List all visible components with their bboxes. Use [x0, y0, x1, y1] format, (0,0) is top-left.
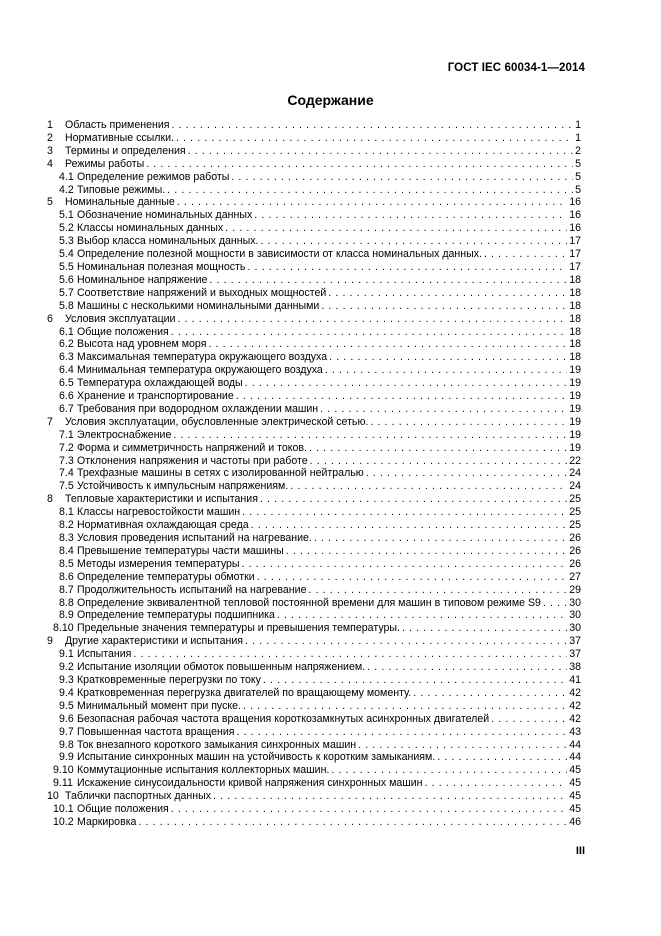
toc-entry-number: 8.2	[59, 519, 74, 532]
toc-entry-number: 6.1	[59, 325, 74, 338]
toc-entry-number: 9.1	[59, 648, 74, 661]
toc-entry[interactable]	[47, 326, 581, 339]
toc-entry-page: 26	[569, 532, 581, 544]
toc-entry[interactable]	[47, 687, 581, 700]
toc-entry-page: 18	[569, 273, 581, 286]
toc-entry-title: Общие положения	[77, 325, 169, 338]
toc-entry[interactable]	[47, 713, 581, 726]
toc-entry[interactable]	[47, 300, 581, 313]
toc-leader-dots	[260, 235, 567, 248]
toc-leader-dots	[260, 493, 567, 506]
toc-entry-title: Определение эквивалентной тепловой постоянной времени для машин в типовом режиме S9	[77, 596, 541, 609]
toc-entry-title: Маркировка	[77, 815, 137, 828]
toc-entry-page: 26	[569, 544, 581, 557]
toc-entry-title: Испытание синхронных машин на устойчивость к коротким замыканиям.	[77, 751, 436, 764]
toc-entry[interactable]	[47, 351, 581, 364]
toc-entry-page: 25	[569, 519, 581, 532]
toc-entry-number: 6.7	[59, 402, 74, 415]
toc-entry-number: 9.3	[59, 673, 74, 686]
toc-entry-title: Определение температуры подшипника	[77, 609, 275, 622]
toc-entry[interactable]	[47, 816, 581, 829]
toc-entry-page: 22	[569, 454, 581, 467]
toc-entry-number: 9.9	[59, 751, 74, 764]
toc-entry-title: Режимы работы	[65, 157, 145, 170]
toc-entry-page: 27	[569, 570, 581, 583]
toc-entry-number: 4.1	[59, 170, 74, 183]
toc-entry-number: 8.8	[59, 596, 74, 609]
toc-leader-dots	[236, 726, 567, 739]
toc-entry-title: Условия эксплуатации	[65, 312, 176, 325]
toc-entry[interactable]	[47, 132, 581, 145]
toc-entry-number: 7	[47, 415, 53, 428]
toc-leader-dots	[231, 171, 573, 184]
toc-entry-number: 10	[47, 790, 59, 803]
toc-entry-number: 7.4	[59, 467, 74, 480]
toc-entry[interactable]	[47, 506, 581, 519]
toc-leader-dots	[491, 713, 567, 726]
toc-entry-number: 6.3	[59, 351, 74, 364]
toc-leader-dots	[290, 480, 567, 493]
toc-entry-number: 5.7	[59, 286, 74, 299]
toc-entry[interactable]	[47, 390, 581, 403]
toc-leader-dots	[171, 119, 573, 132]
toc-entry-title: Форма и симметричность напряжений и токов.	[77, 441, 307, 454]
toc-entry-number: 5.5	[59, 260, 74, 273]
toc-leader-dots	[247, 261, 567, 274]
toc-leader-dots	[358, 739, 567, 752]
toc-entry-page: 18	[569, 338, 581, 351]
toc-entry-number: 8.1	[59, 506, 74, 519]
toc-leader-dots	[328, 287, 567, 300]
toc-entry-title: Тепловые характеристики и испытания	[65, 493, 258, 506]
toc-entry-title: Нормативные ссылки.	[65, 131, 174, 144]
toc-entry-page: 18	[569, 312, 581, 325]
toc-entry-number: 8.10	[53, 622, 74, 635]
toc-entry[interactable]	[47, 519, 581, 532]
toc-entry-number: 9.7	[59, 725, 74, 738]
toc-leader-dots	[146, 158, 573, 171]
toc-entry-number: 7.2	[59, 441, 74, 454]
toc-entry[interactable]	[47, 480, 581, 493]
toc-leader-dots	[286, 545, 567, 558]
toc-entry[interactable]	[47, 777, 581, 790]
toc-leader-dots	[484, 248, 567, 261]
toc-entry-title: Повышенная частота вращения	[77, 725, 235, 738]
toc-entry-number: 8.7	[59, 583, 74, 596]
toc-entry-page: 5	[575, 157, 581, 170]
toc-entry-number: 6.2	[59, 338, 74, 351]
toc-entry[interactable]	[47, 248, 581, 261]
toc-leader-dots	[366, 467, 567, 480]
toc-entry[interactable]	[47, 726, 581, 739]
toc-entry-number: 9.2	[59, 661, 74, 674]
toc-entry-title: Электроснабжение	[77, 428, 172, 441]
toc-entry-title: Кратковременные перегрузки по току	[77, 673, 261, 686]
toc-entry-page: 37	[569, 648, 581, 661]
toc-entry[interactable]	[47, 171, 581, 184]
toc-entry[interactable]	[47, 145, 581, 158]
toc-entry-page: 16	[569, 196, 581, 209]
toc-entry-page: 26	[569, 557, 581, 570]
toc-entry-page: 42	[569, 699, 581, 712]
toc-entry-title: Область применения	[65, 119, 170, 131]
toc-entry-page: 19	[569, 441, 581, 454]
toc-entry-page: 44	[569, 738, 581, 751]
toc-entry-page: 18	[569, 351, 581, 364]
toc-leader-dots	[208, 338, 567, 351]
toc-entry-title: Классы нагревостойкости машин	[77, 506, 241, 519]
toc-entry-number: 8.6	[59, 570, 74, 583]
toc-leader-dots	[402, 622, 567, 635]
toc-leader-dots	[236, 390, 567, 403]
toc-entry-page: 29	[569, 583, 581, 596]
toc-entry-number: 8.5	[59, 557, 74, 570]
toc-entry-page: 41	[569, 673, 581, 686]
toc-leader-dots	[413, 687, 567, 700]
toc-entry-title: Определение режимов работы	[77, 170, 230, 183]
page-number: III	[575, 845, 585, 857]
toc-entry-number: 8.9	[59, 609, 74, 622]
toc-entry-number: 4	[47, 157, 53, 170]
toc-leader-dots	[314, 532, 567, 545]
toc-entry[interactable]	[47, 235, 581, 248]
toc-entry-title: Номинальная полезная мощность	[77, 260, 246, 273]
toc-entry[interactable]	[47, 119, 581, 132]
toc-entry-page: 18	[569, 299, 581, 312]
toc-entry-number: 7.3	[59, 454, 74, 467]
toc-leader-dots	[321, 300, 567, 313]
toc-entry-number: 5.8	[59, 299, 74, 312]
toc-entry[interactable]	[47, 261, 581, 274]
toc-entry-number: 8.4	[59, 544, 74, 557]
toc-entry-number: 6	[47, 312, 53, 325]
toc-leader-dots	[173, 429, 567, 442]
toc-entry-number: 9.10	[53, 764, 74, 777]
toc-leader-dots	[367, 661, 567, 674]
toc-leader-dots	[310, 455, 568, 468]
toc-entry-page: 30	[569, 609, 581, 622]
toc-entry-title: Номинальные данные	[65, 196, 175, 209]
toc-entry-page: 46	[569, 815, 581, 828]
toc-entry-title: Выбор класса номинальных данных.	[77, 235, 259, 248]
toc-entry-title: Классы номинальных данных	[77, 222, 224, 235]
toc-entry-title: Трехфазные машины в сетях с изолированной нейтралью	[77, 467, 364, 480]
toc-entry-title: Предельные значения температуры и превышения температуры.	[77, 622, 400, 635]
toc-entry-number: 5.2	[59, 222, 74, 235]
toc-entry-title: Методы измерения температуры	[77, 557, 240, 570]
toc-entry[interactable]	[47, 287, 581, 300]
toc-entry-number: 10.1	[53, 803, 74, 816]
toc-entry-number: 5.4	[59, 248, 74, 261]
toc-entry-title: Нормативная охлаждающая среда	[77, 519, 249, 532]
toc-entry-number: 6.5	[59, 377, 74, 390]
toc-leader-dots	[425, 777, 568, 790]
toc-entry-title: Коммутационные испытания коллекторных машин.	[77, 764, 330, 777]
toc-entry-title: Испытание изоляции обмоток повышенным напряжением.	[77, 661, 366, 674]
toc-entry-page: 25	[569, 493, 581, 506]
toc-entry[interactable]	[47, 274, 581, 287]
toc-entry-page: 19	[569, 415, 581, 428]
toc-entry[interactable]	[47, 442, 581, 455]
toc-entry-number: 8.3	[59, 532, 74, 544]
toc-leader-dots	[138, 816, 567, 829]
toc-leader-dots	[176, 132, 573, 145]
toc-entry-page: 37	[569, 635, 581, 648]
toc-entry[interactable]	[47, 532, 581, 545]
toc-entry[interactable]	[47, 674, 581, 687]
toc-entry-title: Условия эксплуатации, обусловленные электрической сетью.	[65, 415, 369, 428]
toc-entry-number: 9.8	[59, 738, 74, 751]
toc-leader-dots	[254, 209, 567, 222]
toc-entry-number: 7.5	[59, 480, 74, 493]
toc-entry[interactable]	[47, 196, 581, 209]
toc-entry-number: 9.6	[59, 712, 74, 725]
toc-leader-dots	[209, 274, 567, 287]
toc-leader-dots	[245, 635, 567, 648]
toc-entry-title: Требования при водородном охлаждении машин	[77, 402, 319, 415]
toc-entry-title: Ток внезапного короткого замыкания синхронных машин	[77, 738, 357, 751]
toc-entry[interactable]	[47, 584, 581, 597]
toc-entry-page: 45	[569, 790, 581, 803]
toc-entry-title: Типовые режимы.	[77, 183, 166, 196]
document-code: ГОСТ IEC 60034-1—2014	[447, 62, 585, 74]
toc-leader-dots	[325, 364, 567, 377]
toc-entry-page: 45	[569, 803, 581, 816]
toc-entry-page: 17	[569, 248, 581, 261]
toc-leader-dots	[177, 196, 567, 209]
toc-entry-page: 16	[569, 222, 581, 235]
toc-entry-number: 3	[47, 144, 53, 157]
toc-entry-title: Другие характеристики и испытания	[65, 635, 244, 648]
toc-entry-number: 10.2	[53, 815, 74, 828]
toc-entry-title: Определение полезной мощности в зависимости от класса номинальных данных.	[77, 248, 482, 261]
toc-leader-dots	[213, 790, 567, 803]
toc-entry-number: 9.4	[59, 686, 74, 699]
toc-leader-dots	[277, 609, 567, 622]
toc-entry-page: 30	[569, 622, 581, 635]
toc-entry-title: Машины с несколькими номинальными данными	[77, 299, 320, 312]
toc-entry-page: 5	[575, 183, 581, 196]
toc-entry-number: 5.6	[59, 273, 74, 286]
toc-entry-number: 9.11	[53, 777, 73, 790]
toc-entry[interactable]	[47, 790, 581, 803]
toc-entry[interactable]	[47, 209, 581, 222]
page-title: Содержание	[287, 92, 374, 108]
toc-leader-dots	[331, 764, 567, 777]
toc-entry[interactable]	[47, 700, 581, 713]
toc-leader-dots	[167, 184, 573, 197]
toc-entry-title: Условия проведения испытаний на нагревание.	[77, 532, 312, 544]
table-of-contents	[47, 119, 581, 829]
toc-entry-number: 9	[47, 635, 53, 648]
toc-entry-title: Испытания	[77, 648, 132, 661]
toc-entry[interactable]	[47, 803, 581, 816]
toc-entry-page: 43	[569, 725, 581, 738]
toc-leader-dots	[309, 442, 567, 455]
toc-entry-title: Номинальное напряжение	[77, 273, 208, 286]
toc-entry-number: 5.3	[59, 235, 74, 248]
toc-entry-number: 9.5	[59, 699, 74, 712]
toc-entry-title: Продолжительность испытаний на нагревание	[77, 583, 307, 596]
toc-entry-page: 45	[569, 764, 581, 777]
toc-leader-dots	[320, 403, 567, 416]
toc-entry-page: 45	[569, 777, 581, 790]
toc-leader-dots	[242, 506, 567, 519]
toc-entry-page: 19	[569, 377, 581, 390]
toc-entry-page: 18	[569, 325, 581, 338]
toc-entry[interactable]	[47, 416, 581, 429]
toc-entry-title: Таблички паспортных данных	[65, 790, 212, 803]
toc-entry-number: 1	[47, 119, 53, 131]
toc-entry-title: Соответствие напряжений и выходных мощностей	[77, 286, 327, 299]
toc-entry-number: 6.4	[59, 364, 74, 377]
toc-entry[interactable]	[47, 184, 581, 197]
toc-entry[interactable]	[47, 739, 581, 752]
toc-entry[interactable]	[47, 545, 581, 558]
toc-entry-page: 18	[569, 286, 581, 299]
toc-entry-page: 1	[575, 119, 581, 131]
toc-entry-title: Температура охлаждающей воды	[77, 377, 243, 390]
toc-leader-dots	[242, 558, 568, 571]
toc-entry-page: 2	[575, 144, 581, 157]
toc-entry-page: 17	[569, 260, 581, 273]
toc-entry[interactable]	[47, 377, 581, 390]
toc-entry[interactable]	[47, 467, 581, 480]
toc-entry-page: 1	[575, 131, 581, 144]
toc-leader-dots	[225, 222, 567, 235]
toc-entry-page: 19	[569, 364, 581, 377]
toc-entry-page: 19	[569, 402, 581, 415]
toc-entry-page: 16	[569, 209, 581, 222]
toc-entry-page: 17	[569, 235, 581, 248]
toc-leader-dots	[257, 571, 568, 584]
toc-entry-title: Безопасная рабочая частота вращения короткозамкнутых асинхронных двигателей	[77, 712, 490, 725]
toc-entry-title: Высота над уровнем моря	[77, 338, 207, 351]
toc-entry-page: 30	[569, 596, 581, 609]
toc-entry[interactable]	[47, 558, 581, 571]
toc-entry-page: 25	[569, 506, 581, 519]
toc-leader-dots	[437, 751, 567, 764]
toc-leader-dots	[263, 674, 567, 687]
toc-entry-page: 38	[569, 661, 581, 674]
toc-leader-dots	[133, 648, 567, 661]
toc-entry-title: Отклонения напряжения и частоты при работе	[77, 454, 308, 467]
toc-entry-title: Превышение температуры части машины	[77, 544, 284, 557]
toc-entry-number: 8	[47, 493, 53, 506]
toc-entry[interactable]	[47, 648, 581, 661]
toc-entry-page: 24	[569, 467, 581, 480]
toc-entry-page: 5	[575, 170, 581, 183]
toc-entry[interactable]	[47, 455, 581, 468]
toc-entry-number: 5.1	[59, 209, 74, 222]
toc-entry[interactable]	[47, 493, 581, 506]
toc-entry[interactable]	[47, 222, 581, 235]
toc-entry-page: 42	[569, 712, 581, 725]
toc-entry[interactable]	[47, 158, 581, 171]
toc-entry[interactable]	[47, 364, 581, 377]
toc-entry[interactable]	[47, 764, 581, 777]
toc-entry-number: 5	[47, 196, 53, 209]
toc-leader-dots	[171, 326, 567, 339]
toc-leader-dots	[171, 803, 567, 816]
toc-entry-page: 44	[569, 751, 581, 764]
toc-entry-title: Хранение и транспортирование	[77, 390, 234, 403]
toc-entry-page: 42	[569, 686, 581, 699]
toc-entry-number: 6.6	[59, 390, 74, 403]
toc-entry-number: 4.2	[59, 183, 74, 196]
toc-entry[interactable]	[47, 751, 581, 764]
toc-leader-dots	[251, 519, 568, 532]
toc-entry[interactable]	[47, 622, 581, 635]
toc-entry-title: Минимальная температура окружающего воздуха	[77, 364, 323, 377]
toc-entry[interactable]	[47, 338, 581, 351]
toc-leader-dots	[243, 700, 567, 713]
toc-leader-dots	[177, 313, 567, 326]
toc-entry-page: 19	[569, 390, 581, 403]
toc-entry-title: Общие положения	[77, 803, 169, 816]
toc-entry[interactable]	[47, 313, 581, 326]
toc-entry-page: 19	[569, 428, 581, 441]
toc-leader-dots	[308, 584, 567, 597]
toc-entry-number: 7.1	[59, 428, 74, 441]
toc-entry-title: Термины и определения	[65, 144, 186, 157]
toc-entry[interactable]	[47, 661, 581, 674]
toc-entry-title: Искажение синусоидальности кривой напряжения синхронных машин	[77, 777, 423, 790]
toc-entry-page: 24	[569, 480, 581, 493]
toc-entry[interactable]	[47, 403, 581, 416]
toc-entry-title: Минимальный момент при пуске.	[77, 699, 241, 712]
toc-entry[interactable]	[47, 609, 581, 622]
toc-entry-title: Устойчивость к импульсным напряжениям.	[77, 480, 289, 493]
toc-leader-dots	[329, 351, 567, 364]
toc-leader-dots	[188, 145, 573, 158]
toc-entry-title: Кратковременная перегрузка двигателей по вращающему моменту.	[77, 686, 412, 699]
toc-entry-title: Обозначение номинальных данных	[77, 209, 253, 222]
toc-entry[interactable]	[47, 597, 581, 610]
toc-entry[interactable]	[47, 571, 581, 584]
toc-entry-number: 2	[47, 131, 53, 144]
toc-leader-dots	[245, 377, 568, 390]
toc-leader-dots	[543, 597, 567, 610]
toc-entry-title: Определение температуры обмотки	[77, 570, 255, 583]
toc-entry-title: Максимальная температура окружающего воздуха	[77, 351, 328, 364]
toc-entry[interactable]	[47, 429, 581, 442]
toc-entry[interactable]	[47, 635, 581, 648]
toc-leader-dots	[370, 416, 567, 429]
